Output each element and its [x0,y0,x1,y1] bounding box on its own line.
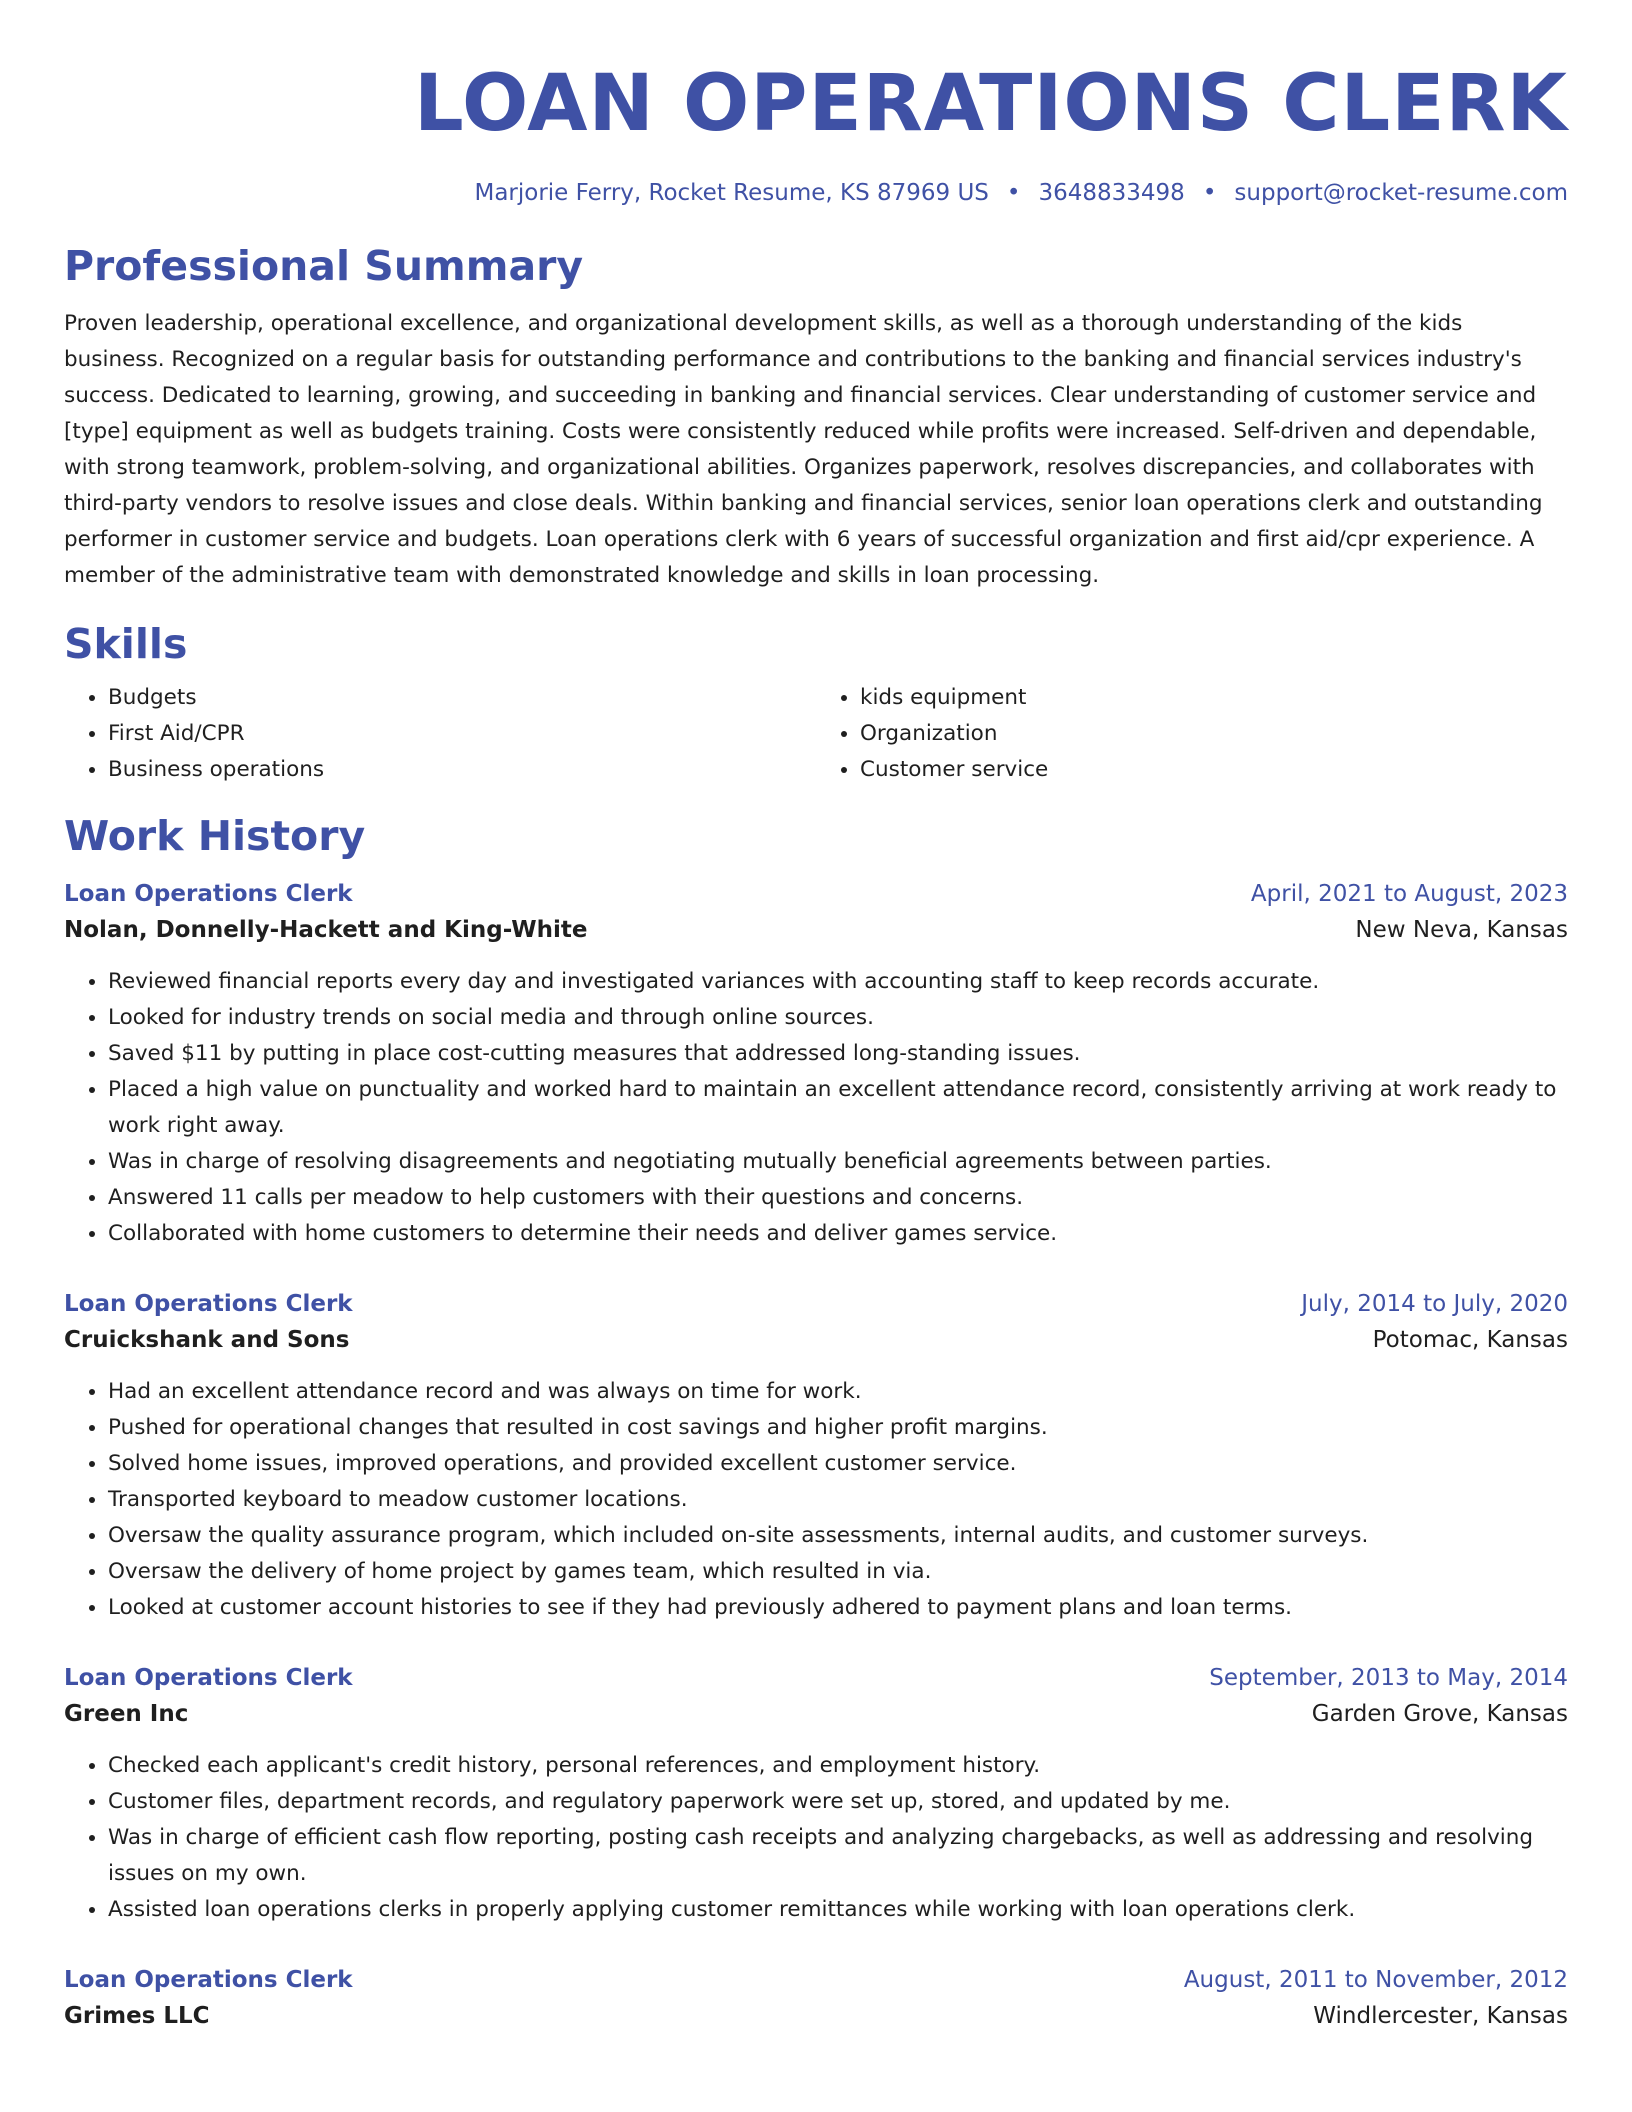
job-bullet: • Reviewed financial reports every day and investigated variances with accounting staff to keep records accurate. [108,964,1568,1000]
job-company: Grimes LLC [64,2003,210,2029]
job-company: Nolan, Donnelly-Hackett and King-White [64,917,588,943]
resume-title: LOAN OPERATIONS CLERK [414,59,1568,149]
job-dates: July, 2014 to July, 2020 [1301,1291,1568,1317]
skill-item: • Customer service [860,752,1568,788]
job-title: Loan Operations Clerk [64,1967,353,1993]
job-bullet: • Had an excellent attendance record and was always on time for work. [108,1374,1568,1410]
job-bullet: • Collaborated with home customers to determine their needs and deliver games service. [108,1216,1568,1252]
job-bullet: • Saved $11 by putting in place cost-cutting measures that addressed long-standing issues. [108,1036,1568,1072]
job-entry [64,1286,1568,1626]
job-company: Cruickshank and Sons [64,1327,350,1353]
job-dates: September, 2013 to May, 2014 [1209,1665,1568,1691]
job-bullet: • Oversaw the quality assurance program, which included on-site assessments, internal audits, and customer surveys. [108,1518,1568,1554]
contact-email[interactable]: support@rocket-resume.com [1234,180,1568,206]
contact-phone: 3648833498 [1038,180,1185,206]
contact-separator: • [1006,180,1021,206]
skills-list [64,680,1568,788]
skills-heading: Skills [64,620,188,668]
job-entry [64,1660,1568,1928]
skill-item: • Budgets [108,680,816,716]
job-bullet: • Pushed for operational changes that resulted in cost savings and higher profit margins. [108,1410,1568,1446]
job-bullet: • Customer files, department records, and regulatory paperwork were set up, stored, and updated by me. [108,1784,1568,1820]
job-bullets [64,1374,1568,1626]
job-location: Garden Grove, Kansas [1311,1701,1568,1727]
skills-column-right [816,680,1568,788]
summary-heading: Professional Summary [64,242,584,290]
job-company: Green Inc [64,1701,189,1727]
job-location: Potomac, Kansas [1372,1327,1568,1353]
job-bullet: • Oversaw the delivery of home project by games team, which resulted in via. [108,1554,1568,1590]
job-dates: April, 2021 to August, 2023 [1250,881,1568,907]
job-bullet: • Looked at customer account histories to see if they had previously adhered to payment plans and loan terms. [108,1590,1568,1626]
contact-line [64,178,1568,208]
job-bullets [64,964,1568,1252]
job-title: Loan Operations Clerk [64,1291,353,1317]
job-bullet: • Assisted loan operations clerks in properly applying customer remittances while working with loan operations clerk. [108,1892,1568,1928]
job-entry [64,876,1568,1252]
summary-text: Proven leadership, operational excellence, and organizational development skills, as well as a thorough understanding of the kids business. Recognized on a regular basis for outstanding performance and contributions to the banking and financial services industry's success. Dedicated to learning, growing, and succeeding in banking and financial services. Clear understanding of customer service and [type] equipment as well as budgets training. Costs were consistently reduced while profits were increased. Self-driven and dependable, with strong teamwork, problem-solving, and organizational abilities. Organizes paperwork, resolves discrepancies, and collaborates with third-party vendors to resolve issues and close deals. Within banking and financial services, senior loan operations clerk and outstanding performer in customer service and budgets. Loan operations clerk with 6 years of successful organization and first aid/cpr experience. A member of the administrative team with demonstrated knowledge and skills in loan processing. [64,311,1543,588]
job-bullet: • Was in charge of efficient cash flow reporting, posting cash receipts and analyzing chargebacks, as well as addressing and resolving issues on my own. [108,1820,1568,1892]
contact-address: Marjorie Ferry, Rocket Resume, KS 87969 US [474,180,989,206]
job-location: Windlercester, Kansas [1313,2003,1568,2029]
job-dates: August, 2011 to November, 2012 [1183,1967,1568,1993]
job-bullet: • Checked each applicant's credit history, personal references, and employment history. [108,1748,1568,1784]
job-bullets [64,1748,1568,1928]
work-history-heading: Work History [64,812,366,860]
skill-item: • Organization [860,716,1568,752]
resume-header [64,56,1568,208]
job-location: New Neva, Kansas [1355,917,1568,943]
skill-item: • First Aid/CPR [108,716,816,752]
job-bullet: • Was in charge of resolving disagreements and negotiating mutually beneficial agreements between parties. [108,1144,1568,1180]
job-bullet: • Answered 11 calls per meadow to help customers with their questions and concerns. [108,1180,1568,1216]
job-bullet: • Placed a high value on punctuality and worked hard to maintain an excellent attendance record, consistently arriving at work ready to work right away. [108,1072,1568,1144]
skill-item: • kids equipment [860,680,1568,716]
job-entry [64,1962,1568,2034]
skills-column-left [64,680,816,788]
skill-item: • Business operations [108,752,816,788]
job-title: Loan Operations Clerk [64,881,353,907]
job-bullet: • Solved home issues, improved operations, and provided excellent customer service. [108,1446,1568,1482]
contact-separator: • [1202,180,1217,206]
job-bullet: • Looked for industry trends on social media and through online sources. [108,1000,1568,1036]
job-title: Loan Operations Clerk [64,1665,353,1691]
job-bullet: • Transported keyboard to meadow customer locations. [108,1482,1568,1518]
